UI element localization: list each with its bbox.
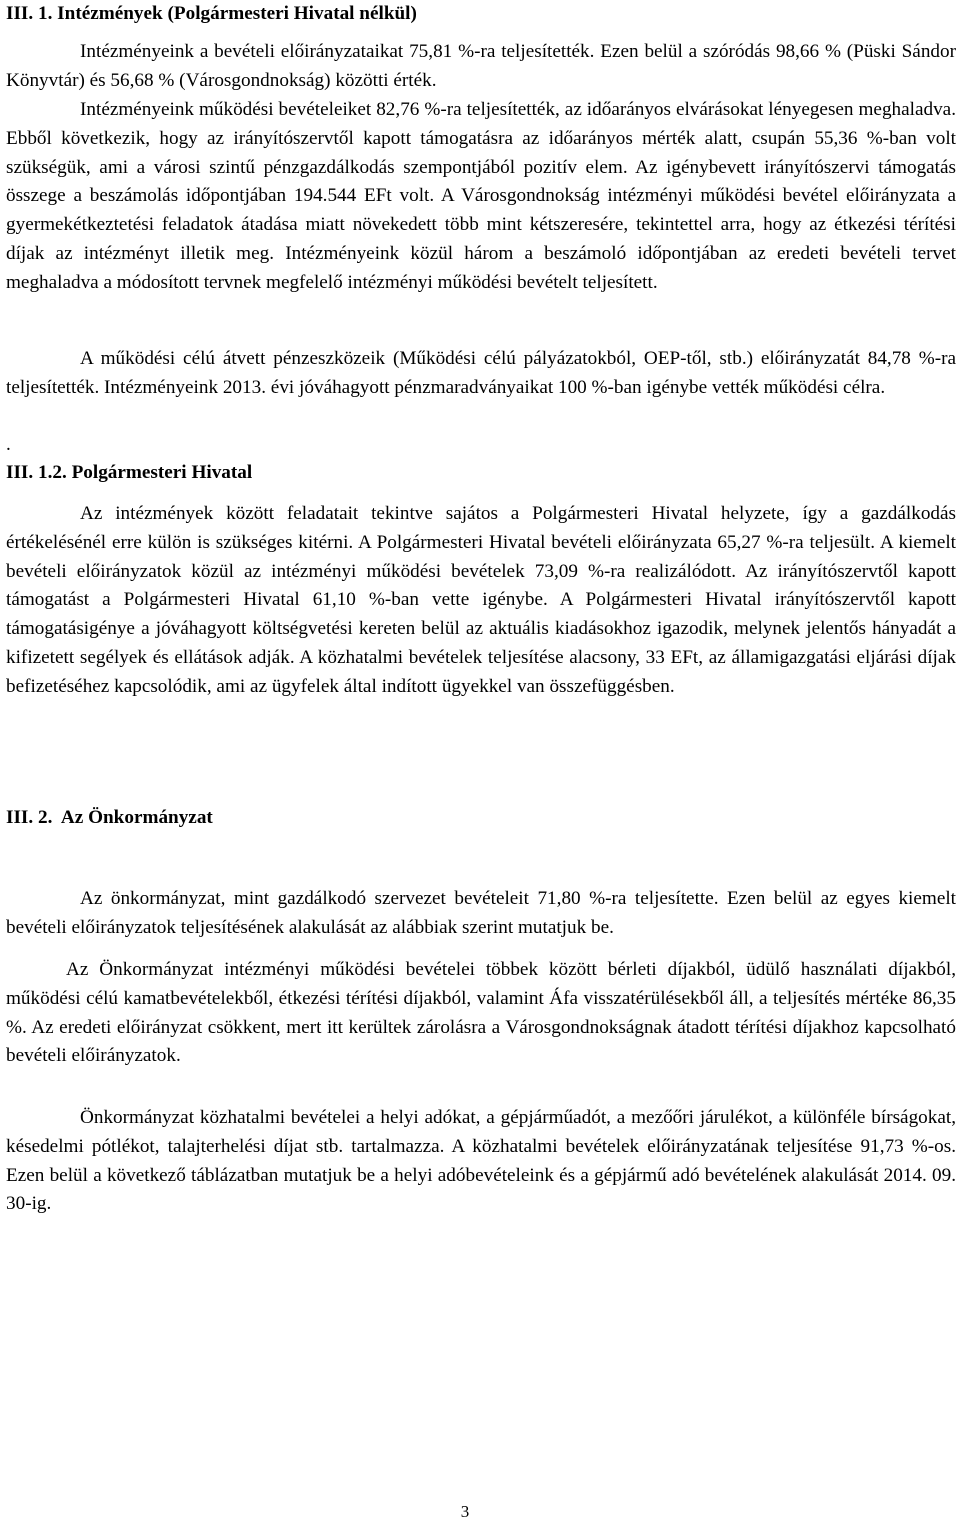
section-1-2-paragraph-1: Az intézmények között feladatait tekintve sajátos a Polgármesteri Hivatal helyzete, így a gazdálkodás értékelésénél erre külön is szükséges kitérni. A Polgármesteri Hivatal bevételi előirányzata 65,27 %-ra teljesült. A kiemelt bevételi előirányzatok közül az intézményi működési bevételek 73,09 %-ra realizálódott. Az irányítószervtől kapott támogatást a Polgármesteri Hivatal 61,10 %-ban vette igénybe. A Polgármesteri Hivatal irányítószervtől kapott támogatásigénye a jóváhagyott költségvetési kereten belül az aktuális kiadásokhoz igazodik, melynek jelentős hányadát a kifizetett segélyek és ellátások adják. A közhatalmi bevételek teljesítése alacsony, 33 EFt, az államigazgatási eljárási díjak befizetéséhez kapcsolódik, ami az ügyfelek által indított ügyekkel van összefüggésben. xyxy=(6,503,956,697)
section-2-heading: III. 2. Az Önkormányzat xyxy=(6,807,213,828)
section-1-2-heading: III. 1.2. Polgármesteri Hivatal xyxy=(6,462,253,483)
section-1-paragraph-3: A működési célú átvett pénzeszközeik (Működési célú pályázatokból, OEP-től, stb.) előirányzatát 84,78 %-ra teljesítették. Intézményeink 2013. évi jóváhagyott pénzmaradványaikat 100 %-ban igénybe vették működési célra. xyxy=(6,348,956,398)
section-2-paragraph-3: Önkormányzat közhatalmi bevételei a helyi adókat, a gépjárműadót, a mezőőri járulékot, a különféle bírságokat, késedelmi pótlékot, talajterhelési díjat stb. tartalmazza. A közhatalmi bevételek előirányzatának teljesítése 91,73 %-os. Ezen belül a következő táblázatban mutatjuk be a helyi adóbevételeink és a gépjármű adó bevételének alakulását 2014. 09. 30-ig. xyxy=(6,1107,956,1215)
section-2-paragraph-2: Az Önkormányzat intézményi működési bevételei többek között bérleti díjakból, üdülő használati díjakból, működési célú kamatbevételekből, étkezési térítési díjakból, valamint Áfa visszatérülésekből áll, a teljesítés mértéke 86,35 %. Az eredeti előirányzat csökkent, mert itt kerültek zárolásra a Városgondnokságnak átadott térítési díjakhoz kapcsolható bevételi előirányzatok. xyxy=(6,959,956,1067)
section-2-paragraph-1: Az önkormányzat, mint gazdálkodó szervezet bevételeit 71,80 %-ra teljesítette. Ezen belül az egyes kiemelt bevételi előirányzatok teljesítésének alakulását az alábbiak szerint mutatjuk be. xyxy=(6,888,956,938)
section-1-paragraph-1: Intézményeink a bevételi előirányzataikat 75,81 %-ra teljesítették. Ezen belül a szóródás 98,66 % (Püski Sándor Könyvtár) és 56,68 % (Városgondnokság) közötti érték. xyxy=(6,41,956,91)
page-number: 3 xyxy=(460,1502,470,1521)
stray-dot: . xyxy=(6,434,11,455)
section-1-heading: III. 1. Intézmények (Polgármesteri Hivatal nélkül) xyxy=(6,3,417,24)
section-1-paragraph-2: Intézményeink működési bevételeiket 82,76 %-ra teljesítették, az időarányos elvárásokat lényegesen meghaladva. Ebből következik, hogy az irányítószervtől kapott támogatásra az időarányos mérték alatt, csupán 55,36 %-ban volt szükségük, ami a városi szintű pénzgazdálkodás szempontjából pozitív elem. Az igénybevett irányítószervi támogatás összege a beszámolás időpontjában 194.544 EFt volt. A Városgondnokság intézményi működési bevétel előirányzata a gyermekétkeztetési feladatok átadása miatt növekedett több mint kétszeresére, tekintettel arra, hogy az étkezési térítési díjak az intézményt illetik meg. Intézményeink közül három a beszámoló időpontjában az eredeti bevételi tervet meghaladva a módosított tervnek megfelelő intézményi működési bevételt teljesített. xyxy=(6,99,956,293)
